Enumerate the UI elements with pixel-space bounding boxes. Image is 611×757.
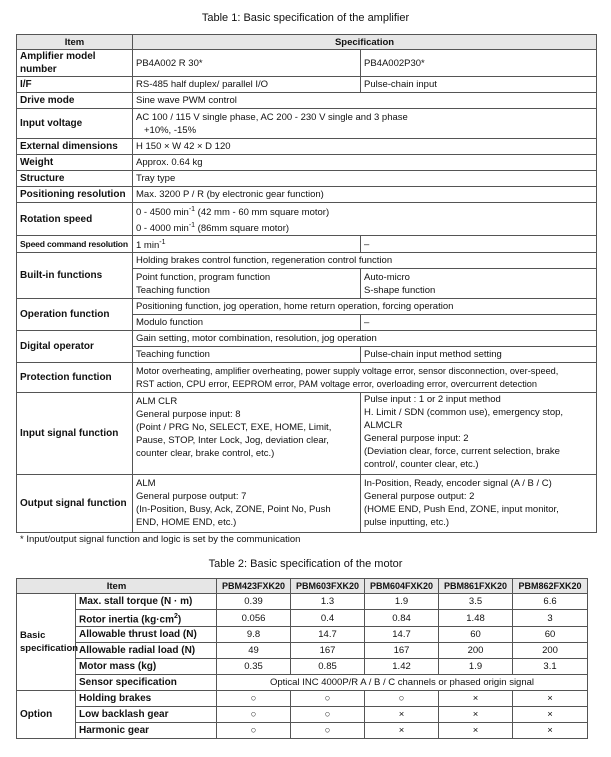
cell: × bbox=[513, 723, 588, 739]
cell: 3.5 bbox=[439, 594, 513, 610]
cell: × bbox=[439, 723, 513, 739]
table-row bbox=[17, 363, 597, 393]
cell-line: pulse inputting, etc.) bbox=[364, 517, 450, 529]
cell bbox=[361, 475, 597, 533]
cell: 200 bbox=[439, 643, 513, 659]
cell: ○ bbox=[217, 707, 291, 723]
table-row bbox=[17, 675, 588, 691]
row-label: Allowable thrust load (N) bbox=[76, 627, 217, 643]
cell: ○ bbox=[217, 691, 291, 707]
cell: 0.35 bbox=[217, 659, 291, 675]
cell: 49 bbox=[217, 643, 291, 659]
text: 1 min bbox=[136, 240, 160, 252]
table-header-row bbox=[17, 579, 588, 594]
row-label: Max. stall torque (N · m) bbox=[76, 594, 217, 610]
row-label: I/F bbox=[17, 77, 133, 93]
header-specification: Specification bbox=[133, 35, 597, 50]
table-row bbox=[17, 236, 597, 253]
cell-line: General purpose output: 2 bbox=[364, 491, 475, 503]
cell-line: General purpose input: 8 bbox=[136, 409, 241, 421]
cell-line: control/, counter clear, etc.) bbox=[364, 459, 479, 471]
row-label: External dimensions bbox=[17, 139, 133, 155]
cell: 0.056 bbox=[217, 610, 291, 627]
row-label: Low backlash gear bbox=[76, 707, 217, 723]
cell: 1.9 bbox=[365, 594, 439, 610]
cell: ○ bbox=[291, 691, 365, 707]
cell-line: Pause, STOP, Inter Lock, Jog, deviation clear, bbox=[136, 435, 329, 447]
table-row bbox=[17, 139, 597, 155]
group-label-option: Option bbox=[17, 691, 76, 739]
cell-line: (HOME END, Push End, ZONE, input monitor, bbox=[364, 504, 559, 516]
cell: Teaching function bbox=[133, 347, 361, 363]
cell: × bbox=[439, 707, 513, 723]
row-label: Input voltage bbox=[17, 109, 133, 139]
table-row bbox=[17, 707, 588, 723]
cell: H 150 × W 42 × D 120 bbox=[133, 139, 597, 155]
table-row bbox=[17, 643, 588, 659]
cell: 200 bbox=[513, 643, 588, 659]
cell: ○ bbox=[291, 723, 365, 739]
cell-line: Teaching function bbox=[136, 284, 210, 296]
row-label: Input signal function bbox=[17, 393, 133, 475]
cell: 1.42 bbox=[365, 659, 439, 675]
cell: 1.9 bbox=[439, 659, 513, 675]
cell: 14.7 bbox=[365, 627, 439, 643]
table-row bbox=[17, 331, 597, 347]
table-row bbox=[17, 77, 597, 93]
row-label: Operation function bbox=[17, 299, 133, 331]
cell: 0.4 bbox=[291, 610, 365, 627]
row-label: Digital operator bbox=[17, 331, 133, 363]
cell: PB4A002P30* bbox=[361, 50, 597, 77]
row-label: Built-in functions bbox=[17, 253, 133, 299]
cell-line: counter clear, brake control, etc.) bbox=[136, 448, 275, 460]
cell bbox=[133, 109, 597, 139]
header-model: PBM861FXK20 bbox=[439, 579, 513, 594]
cell: 60 bbox=[439, 627, 513, 643]
row-label: Holding brakes bbox=[76, 691, 217, 707]
header-model: PBM603FXK20 bbox=[291, 579, 365, 594]
cell-line: In-Position, Ready, encoder signal (A / B / C) bbox=[364, 478, 552, 490]
cell: Tray type bbox=[133, 171, 597, 187]
cell-line: General purpose input: 2 bbox=[364, 433, 469, 445]
table-row bbox=[17, 723, 588, 739]
cell-line: H. Limit / SDN (common use), emergency stop, bbox=[364, 407, 564, 419]
cell: × bbox=[513, 691, 588, 707]
table-row bbox=[17, 203, 597, 236]
row-label bbox=[76, 610, 217, 627]
cell bbox=[133, 269, 361, 299]
cell: 3.1 bbox=[513, 659, 588, 675]
row-label: Positioning resolution bbox=[17, 187, 133, 203]
motor-spec-table bbox=[16, 578, 588, 739]
cell: Approx. 0.64 kg bbox=[133, 155, 597, 171]
row-label: Allowable radial load (N) bbox=[76, 643, 217, 659]
row-label: Motor mass (kg) bbox=[76, 659, 217, 675]
table-row bbox=[17, 691, 588, 707]
cell bbox=[133, 393, 361, 475]
table-row bbox=[17, 475, 597, 533]
row-label: Output signal function bbox=[17, 475, 133, 533]
cell-line: Point function, program function bbox=[136, 271, 271, 283]
cell-line: +10%, -15% bbox=[144, 124, 197, 136]
table-row bbox=[17, 50, 597, 77]
cell: ○ bbox=[291, 707, 365, 723]
cell-line: (Point / PRG No, SELECT, EXE, HOME, Limit, bbox=[136, 422, 332, 434]
cell: × bbox=[365, 707, 439, 723]
cell: 0.85 bbox=[291, 659, 365, 675]
text: specification bbox=[20, 643, 79, 655]
cell-line: Auto-micro bbox=[364, 271, 410, 283]
cell-line: AC 100 / 115 V single phase, AC 200 - 230 V single and 3 phase bbox=[136, 111, 408, 123]
table2-title: Table 2: Basic specification of the motor bbox=[208, 558, 403, 570]
table1-title: Table 1: Basic specification of the amplifier bbox=[201, 12, 410, 24]
text: 0 - 4000 min bbox=[136, 223, 189, 235]
table-row bbox=[17, 109, 597, 139]
cell bbox=[133, 203, 597, 236]
cell: Pulse-chain input bbox=[361, 77, 597, 93]
header-model: PBM423FXK20 bbox=[217, 579, 291, 594]
cell: Positioning function, jog operation, home return operation, forcing operation bbox=[133, 299, 597, 315]
table-row bbox=[17, 594, 588, 610]
row-label: Drive mode bbox=[17, 93, 133, 109]
cell-line: (Deviation clear, force, current selection, brake bbox=[364, 446, 560, 458]
cell-line: ALMCLR bbox=[364, 420, 403, 432]
cell: 6.6 bbox=[513, 594, 588, 610]
group-label-basic bbox=[17, 594, 79, 691]
text: 0 - 4500 min bbox=[136, 207, 189, 219]
cell: 9.8 bbox=[217, 627, 291, 643]
cell-line: Pulse input : 1 or 2 input method bbox=[364, 394, 501, 406]
row-label: Speed command resolution bbox=[17, 236, 133, 253]
table-row bbox=[17, 659, 588, 675]
cell: Optical INC 4000P/R A / B / C channels or phased origin signal bbox=[217, 675, 588, 691]
cell: × bbox=[513, 707, 588, 723]
row-label: Weight bbox=[17, 155, 133, 171]
table-row bbox=[17, 299, 597, 315]
cell: Modulo function bbox=[133, 315, 361, 331]
superscript: -1 bbox=[188, 222, 196, 230]
cell-line: ALM CLR bbox=[136, 396, 178, 408]
table-row bbox=[17, 627, 588, 643]
table-row bbox=[17, 93, 597, 109]
cell-line: S-shape function bbox=[364, 284, 436, 296]
amplifier-spec-table bbox=[16, 34, 597, 533]
cell bbox=[133, 475, 361, 533]
cell: – bbox=[361, 236, 597, 253]
cell: Max. 3200 P / R (by electronic gear function) bbox=[133, 187, 597, 203]
cell bbox=[133, 363, 597, 393]
cell: × bbox=[439, 691, 513, 707]
cell-line: RST action, CPU error, EEPROM error, PAM voltage error, overloading error, overcurrent detection bbox=[136, 378, 538, 389]
cell: RS-485 half duplex/ parallel I/O bbox=[133, 77, 361, 93]
cell: 60 bbox=[513, 627, 588, 643]
cell: Sine wave PWM control bbox=[133, 93, 597, 109]
row-label: Rotation speed bbox=[17, 203, 133, 236]
cell-line bbox=[136, 203, 593, 219]
cell-line: (In-Position, Busy, Ack, ZONE, Point No, Push bbox=[136, 504, 331, 516]
cell: 1.48 bbox=[439, 610, 513, 627]
cell: 167 bbox=[291, 643, 365, 659]
superscript: -1 bbox=[159, 239, 166, 247]
superscript: 2 bbox=[174, 613, 178, 620]
cell: ○ bbox=[217, 723, 291, 739]
cell-line: END, HOME END, etc.) bbox=[136, 517, 237, 529]
cell-line: Motor overheating, amplifier overheating, power supply voltage error, sensor disconnection, over-speed, bbox=[136, 365, 559, 376]
cell: 1.3 bbox=[291, 594, 365, 610]
text: Rotor inertia (kg·cm bbox=[79, 614, 175, 626]
cell-line: ALM bbox=[136, 478, 156, 490]
row-label: Amplifier model number bbox=[17, 50, 133, 77]
table1-footnote: * Input/output signal function and logic is set by the communication bbox=[20, 534, 301, 545]
cell: ○ bbox=[365, 691, 439, 707]
row-label: Protection function bbox=[17, 363, 133, 393]
text: (86mm square motor) bbox=[195, 223, 290, 235]
table-row bbox=[17, 253, 597, 269]
cell bbox=[361, 269, 597, 299]
header-item: Item bbox=[17, 579, 217, 594]
header-model: PBM862FXK20 bbox=[513, 579, 588, 594]
text: ) bbox=[177, 614, 182, 626]
table-row bbox=[17, 155, 597, 171]
cell: – bbox=[361, 315, 597, 331]
row-label: Structure bbox=[17, 171, 133, 187]
cell: Gain setting, motor combination, resolution, jog operation bbox=[133, 331, 597, 347]
cell: 0.39 bbox=[217, 594, 291, 610]
cell: Holding brakes control function, regeneration control function bbox=[133, 253, 597, 269]
cell bbox=[361, 393, 597, 475]
cell bbox=[133, 236, 361, 253]
cell: PB4A002 R 30* bbox=[133, 50, 361, 77]
cell: Pulse-chain input method setting bbox=[361, 347, 597, 363]
cell: 3 bbox=[513, 610, 588, 627]
text: Basic bbox=[20, 630, 46, 642]
table-row bbox=[17, 171, 597, 187]
cell: 0.84 bbox=[365, 610, 439, 627]
text: (42 mm - 60 mm square motor) bbox=[195, 207, 330, 219]
cell: 14.7 bbox=[291, 627, 365, 643]
cell: 167 bbox=[365, 643, 439, 659]
row-label: Sensor specification bbox=[76, 675, 217, 691]
cell-line: General purpose output: 7 bbox=[136, 491, 247, 503]
header-model: PBM604FXK20 bbox=[365, 579, 439, 594]
cell-line bbox=[136, 219, 593, 235]
table-row bbox=[17, 187, 597, 203]
header-item: Item bbox=[17, 35, 133, 50]
cell: × bbox=[365, 723, 439, 739]
row-label: Harmonic gear bbox=[76, 723, 217, 739]
table-row bbox=[17, 393, 597, 475]
superscript: -1 bbox=[188, 206, 196, 213]
table-row bbox=[17, 610, 588, 627]
